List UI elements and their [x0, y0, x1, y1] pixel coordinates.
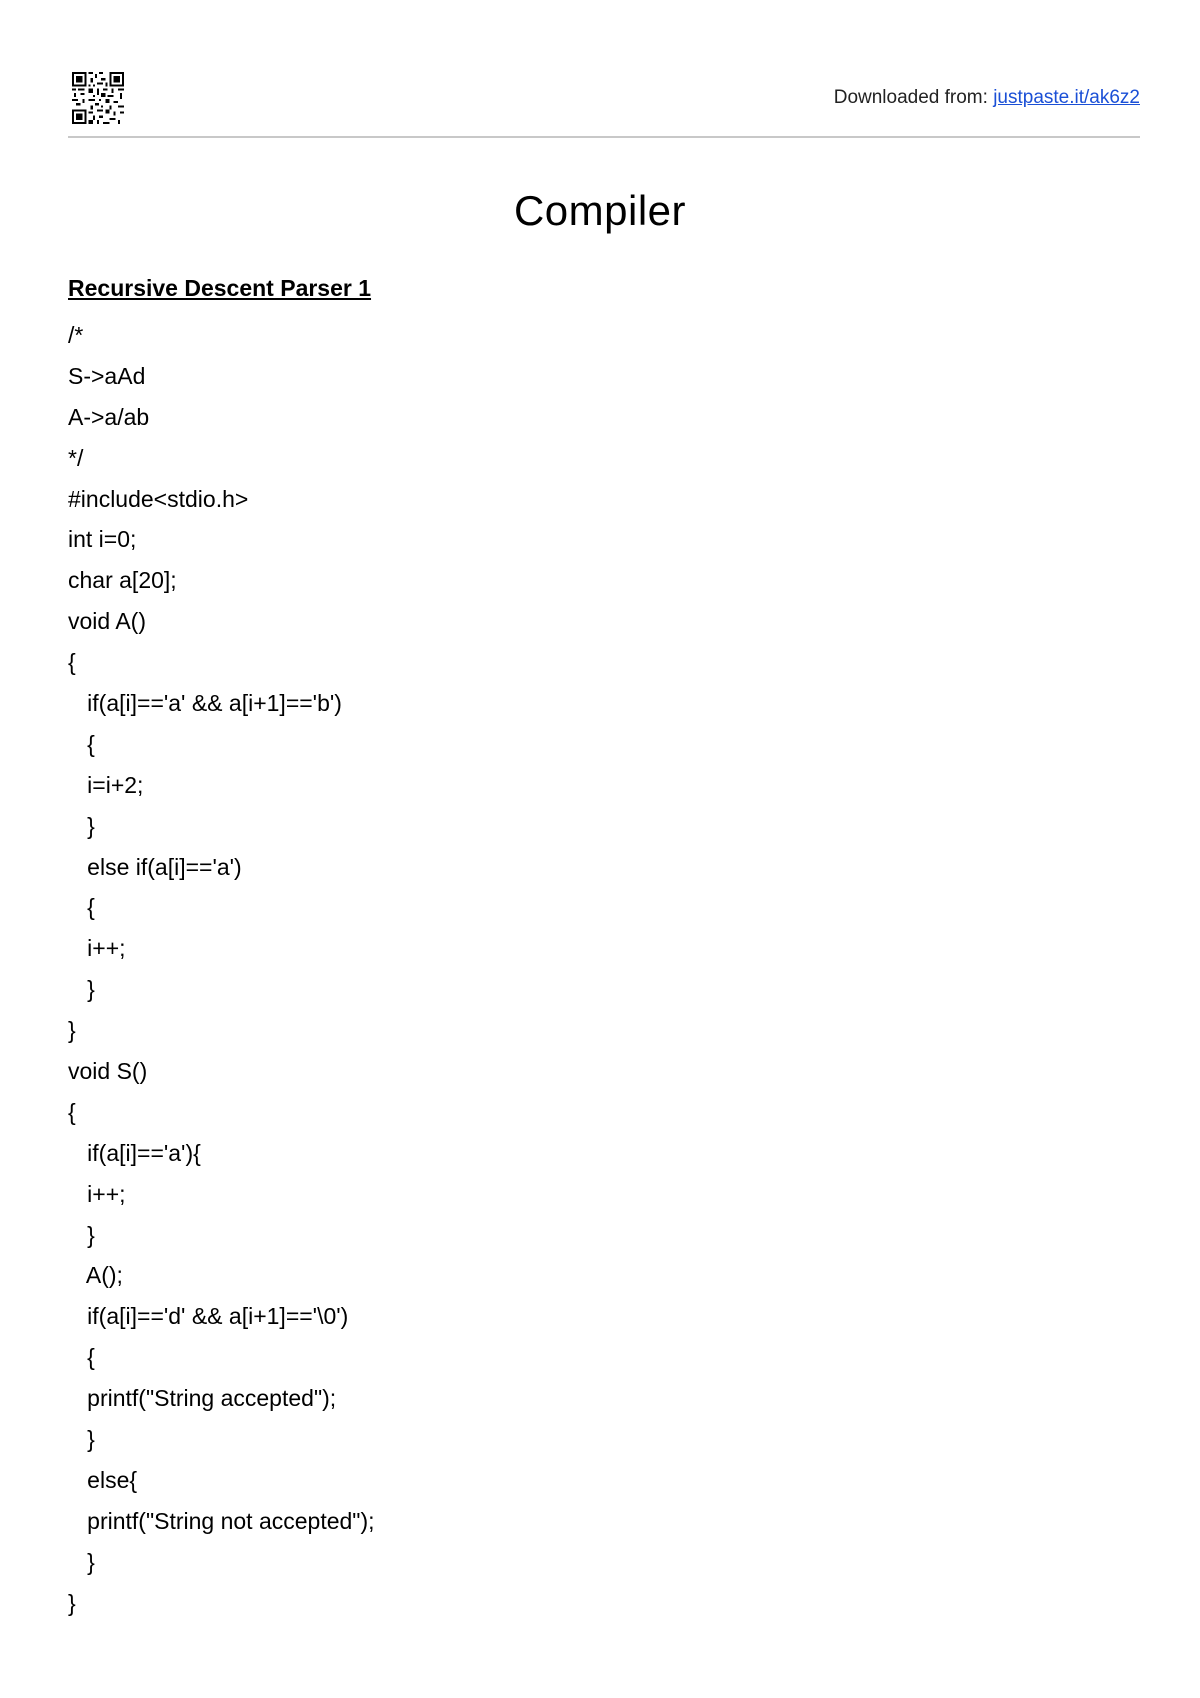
code-line: {: [68, 894, 95, 921]
code-line: {: [68, 1344, 95, 1371]
code-line: else{: [68, 1466, 138, 1493]
section-heading: Recursive Descent Parser 1: [68, 275, 372, 301]
code-line: */: [68, 444, 84, 471]
qr-code-icon: [72, 72, 124, 124]
code-line: if(a[i]=='d' && a[i+1]=='\0'): [68, 1303, 349, 1330]
code-line: if(a[i]=='a'){: [68, 1139, 201, 1166]
code-line: }: [68, 1589, 76, 1616]
code-line: char a[20];: [68, 567, 177, 594]
code-line: void S(): [68, 1058, 148, 1085]
code-line: }: [68, 1548, 95, 1575]
code-block: [68, 315, 1140, 1624]
code-line: {: [68, 649, 76, 676]
code-line: else if(a[i]=='a'): [68, 853, 242, 880]
page-header: [68, 70, 1140, 128]
code-line: {: [68, 730, 95, 757]
code-line: }: [68, 1426, 95, 1453]
code-line: }: [68, 1017, 76, 1044]
source-link[interactable]: justpaste.it/ak6z2: [993, 87, 1140, 108]
header-divider: [68, 136, 1140, 138]
code-line: A();: [68, 1262, 123, 1289]
code-line: printf("String not accepted");: [68, 1507, 375, 1534]
code-line: }: [68, 812, 95, 839]
code-line: {: [68, 1098, 76, 1125]
code-line: }: [68, 1221, 95, 1248]
code-line: printf("String accepted");: [68, 1385, 337, 1412]
code-line: /*: [68, 322, 84, 348]
code-line: }: [68, 976, 95, 1003]
code-line: void A(): [68, 608, 146, 635]
code-line: #include<stdio.h>: [68, 485, 249, 512]
code-line: i++;: [68, 1180, 126, 1207]
code-line: i++;: [68, 935, 126, 962]
download-source-label: Downloaded from:: [833, 87, 994, 108]
download-source: [834, 87, 1140, 109]
code-line: i=i+2;: [68, 771, 144, 798]
code-line: S->aAd: [68, 362, 146, 389]
code-line: if(a[i]=='a' && a[i+1]=='b'): [68, 690, 342, 717]
code-line: int i=0;: [68, 526, 137, 553]
code-line: A->a/ab: [68, 403, 150, 430]
page-title: Compiler: [513, 187, 687, 234]
